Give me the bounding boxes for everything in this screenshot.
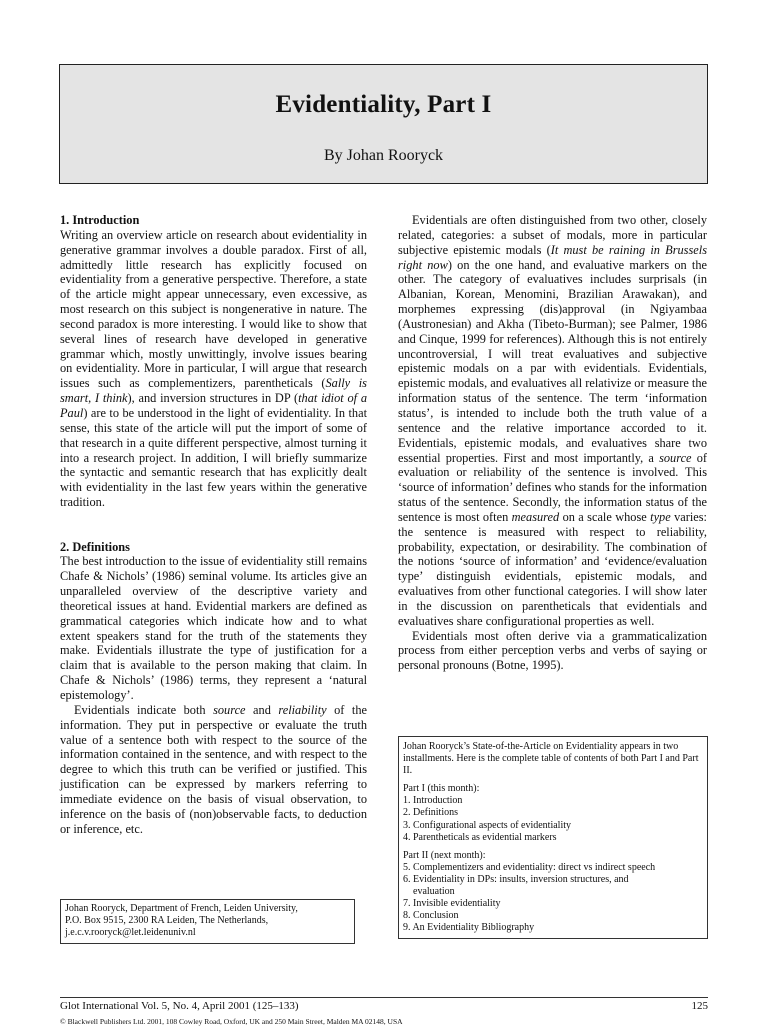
toc-item: 7. Invisible evidentiality (403, 898, 501, 910)
toc-intro: Johan Rooryck’s State-of-the-Article on Evidentiality appears in two installments. Here is the complete table of contents of both Part I and Part II. (403, 741, 699, 777)
right-paragraph-1 (398, 213, 707, 629)
toc-item: 2. Definitions (403, 807, 458, 819)
definitions-paragraph-1: The best introduction to the issue of evidentiality still remains Chafe & Nichols’ (1986) seminal volume. Its articles give an unparalleled overview of the descriptive variety and theoretical issues at hand. Evidential markers are defined as grammatical categories which indicate how and to what extent speakers stand for the truth of the statements they make. Evidentials illustrate the type of justification for a claim that is available to the person making that claim. In Chafe & Nichols’ (1986) terms, they represent a ‘natural epistemology’. (60, 554, 367, 702)
section-heading-definitions: 2. Definitions (60, 539, 130, 554)
toc-item: 8. Conclusion (403, 910, 459, 922)
article-author: By Johan Rooryck (323, 147, 444, 164)
text-run: on a scale whose (559, 509, 651, 524)
example-italic: that idiot of a Paul (60, 391, 368, 420)
term-italic: reliability (278, 702, 327, 717)
text-run: ), and inversion structures in DP ( (127, 391, 299, 406)
footer-rule (60, 997, 708, 998)
left-column (60, 213, 367, 836)
text-run: of the information. They put in perspective or evaluate the truth value of a sentence both with respect to the source of the information contained in the sentence, and with respect to the degree to which this truth can be verified or justified. This justification can be expressed by markers referring to immediate evidence on the basis of visual observation, to inference on the basis of (non)observable facts, to deduction or inference, etc. (60, 702, 367, 836)
text-run: ) are to be understood in the light of evidentiality. In that sense, this state of the article will put the import of some of that research in a quite different perspective, almost turning it into a research project. In addition, I will briefly summarize the syntactic and semantic research that has explicitly dealt with evidentiality in the last few years within the generative tradition. (60, 405, 367, 510)
text-run: of evaluation or reliability of the sentence is involved. This ‘source of information’ defines who stands for the information status of the sentence. Secondly, the information status of the sentence is most often (398, 450, 707, 524)
journal-citation: Glot International Vol. 5, No. 4, April 2001 (125–133) (60, 1000, 299, 1012)
address-line: P.O. Box 9515, 2300 RA Leiden, The Netherlands, (65, 915, 269, 927)
title-box (59, 64, 708, 184)
copyright-line: © Blackwell Publishers Ltd. 2001, 108 Cowley Road, Oxford, UK and 250 Main Street, Malden MA 02148, USA (60, 1017, 403, 1026)
text-run: Evidentials indicate both (74, 702, 214, 717)
text-run: varies: the sentence is measured with respect to reliability, probability, expectation, or desirability. The combination of the notions ‘source of information’ and ‘evidence/evaluation type’ distinguish evidentials, epistemic modals, and evaluatives from other functional categories. I will show later in the discussion on parentheticals that evidentials and evaluatives share configurational properties as well. (398, 509, 707, 628)
author-address-box (60, 899, 355, 944)
toc-item: 1. Introduction (403, 795, 463, 807)
text-run: Evidentials are often distinguished from two other, closely related, categories: a subset of modals, more in particular subjective epistemic modals ( (398, 213, 707, 257)
example-italic: I think (94, 391, 128, 406)
text-run: , (88, 391, 95, 406)
right-paragraph-2: Evidentials most often derive via a grammaticalization process from either perception verbs and verbs of saying or personal pronouns (Botne, 1995). (398, 628, 707, 673)
toc-item: 3. Configurational aspects of evidentiality (403, 819, 572, 831)
toc-item: 4. Parentheticals as evidential markers (403, 831, 557, 843)
toc-item: 5. Complementizers and evidentiality: direct vs indirect speech (403, 861, 656, 873)
term-italic: source (213, 702, 246, 717)
toc-part2-heading: Part II (next month): (403, 849, 486, 861)
section-heading-introduction: 1. Introduction (60, 213, 140, 227)
text-run: and (245, 702, 279, 717)
toc-part1-heading: Part I (this month): (403, 783, 480, 795)
author-email: j.e.c.v.rooryck@let.leidenuniv.nl (65, 927, 196, 939)
term-italic: measured (511, 509, 560, 524)
example-italic: Sally is smart (60, 376, 367, 406)
example-italic: It must be raining in Brussels right now (398, 242, 708, 272)
address-line: Johan Rooryck, Department of French, Leiden University, (65, 903, 298, 914)
right-column (398, 213, 707, 673)
toc-item: 9. An Evidentiality Bibliography (403, 922, 535, 934)
toc-item-continued: evaluation (413, 886, 455, 898)
article-title: Evidentiality, Part I (275, 91, 492, 118)
text-run: Writing an overview article on research about evidentiality in generative grammar involves a double paradox. First of all, admittedly little research has explicitly focused on evidentiality from a generative perspective. Therefore, a state of the article might appear unnecessary, even excessive, as most research on this subject is nongenerative in nature. The second paradox is more interesting. I would like to show that several lines of research have developed in generative grammar which, mostly unwittingly, involve issues bearing on evidentiality. More in particular, I will argue that research issues such as complementizers, parentheticals ( (60, 227, 367, 391)
text-run: ) on the one hand, and evaluative markers on the other. The category of evaluatives includes surprisals (in Albanian, Korean, Menomini, Brazilian Arawakan), and morphemes expressing (dis)approval (in Ngiyambaa (Austronesian) and Akha (Tibeto-Burman); see Palmer, 1986 and Cinque, 1999 for references). Although this is not entirely uncontroversial, I will treat evaluatives and subjective epistemic modals on a par with evidentials. Evidentials, epistemic modals, and evaluatives all relativize or measure the information status of the sentence. The term ‘information status’, is intended to include both the truth value of a sentence and the relative importance accorded to it. Evidentials, epistemic modals, and evaluatives share two essential properties. First and most importantly, a (398, 257, 707, 465)
term-italic: source (659, 450, 692, 465)
toc-item: 6. Evidentiality in DPs: insults, inversion structures, and (403, 873, 629, 885)
definitions-paragraph-2 (60, 703, 367, 837)
table-of-contents-box (398, 736, 708, 939)
introduction-paragraph (60, 228, 367, 510)
term-italic: type (650, 509, 671, 524)
page-number: 125 (691, 1000, 708, 1012)
